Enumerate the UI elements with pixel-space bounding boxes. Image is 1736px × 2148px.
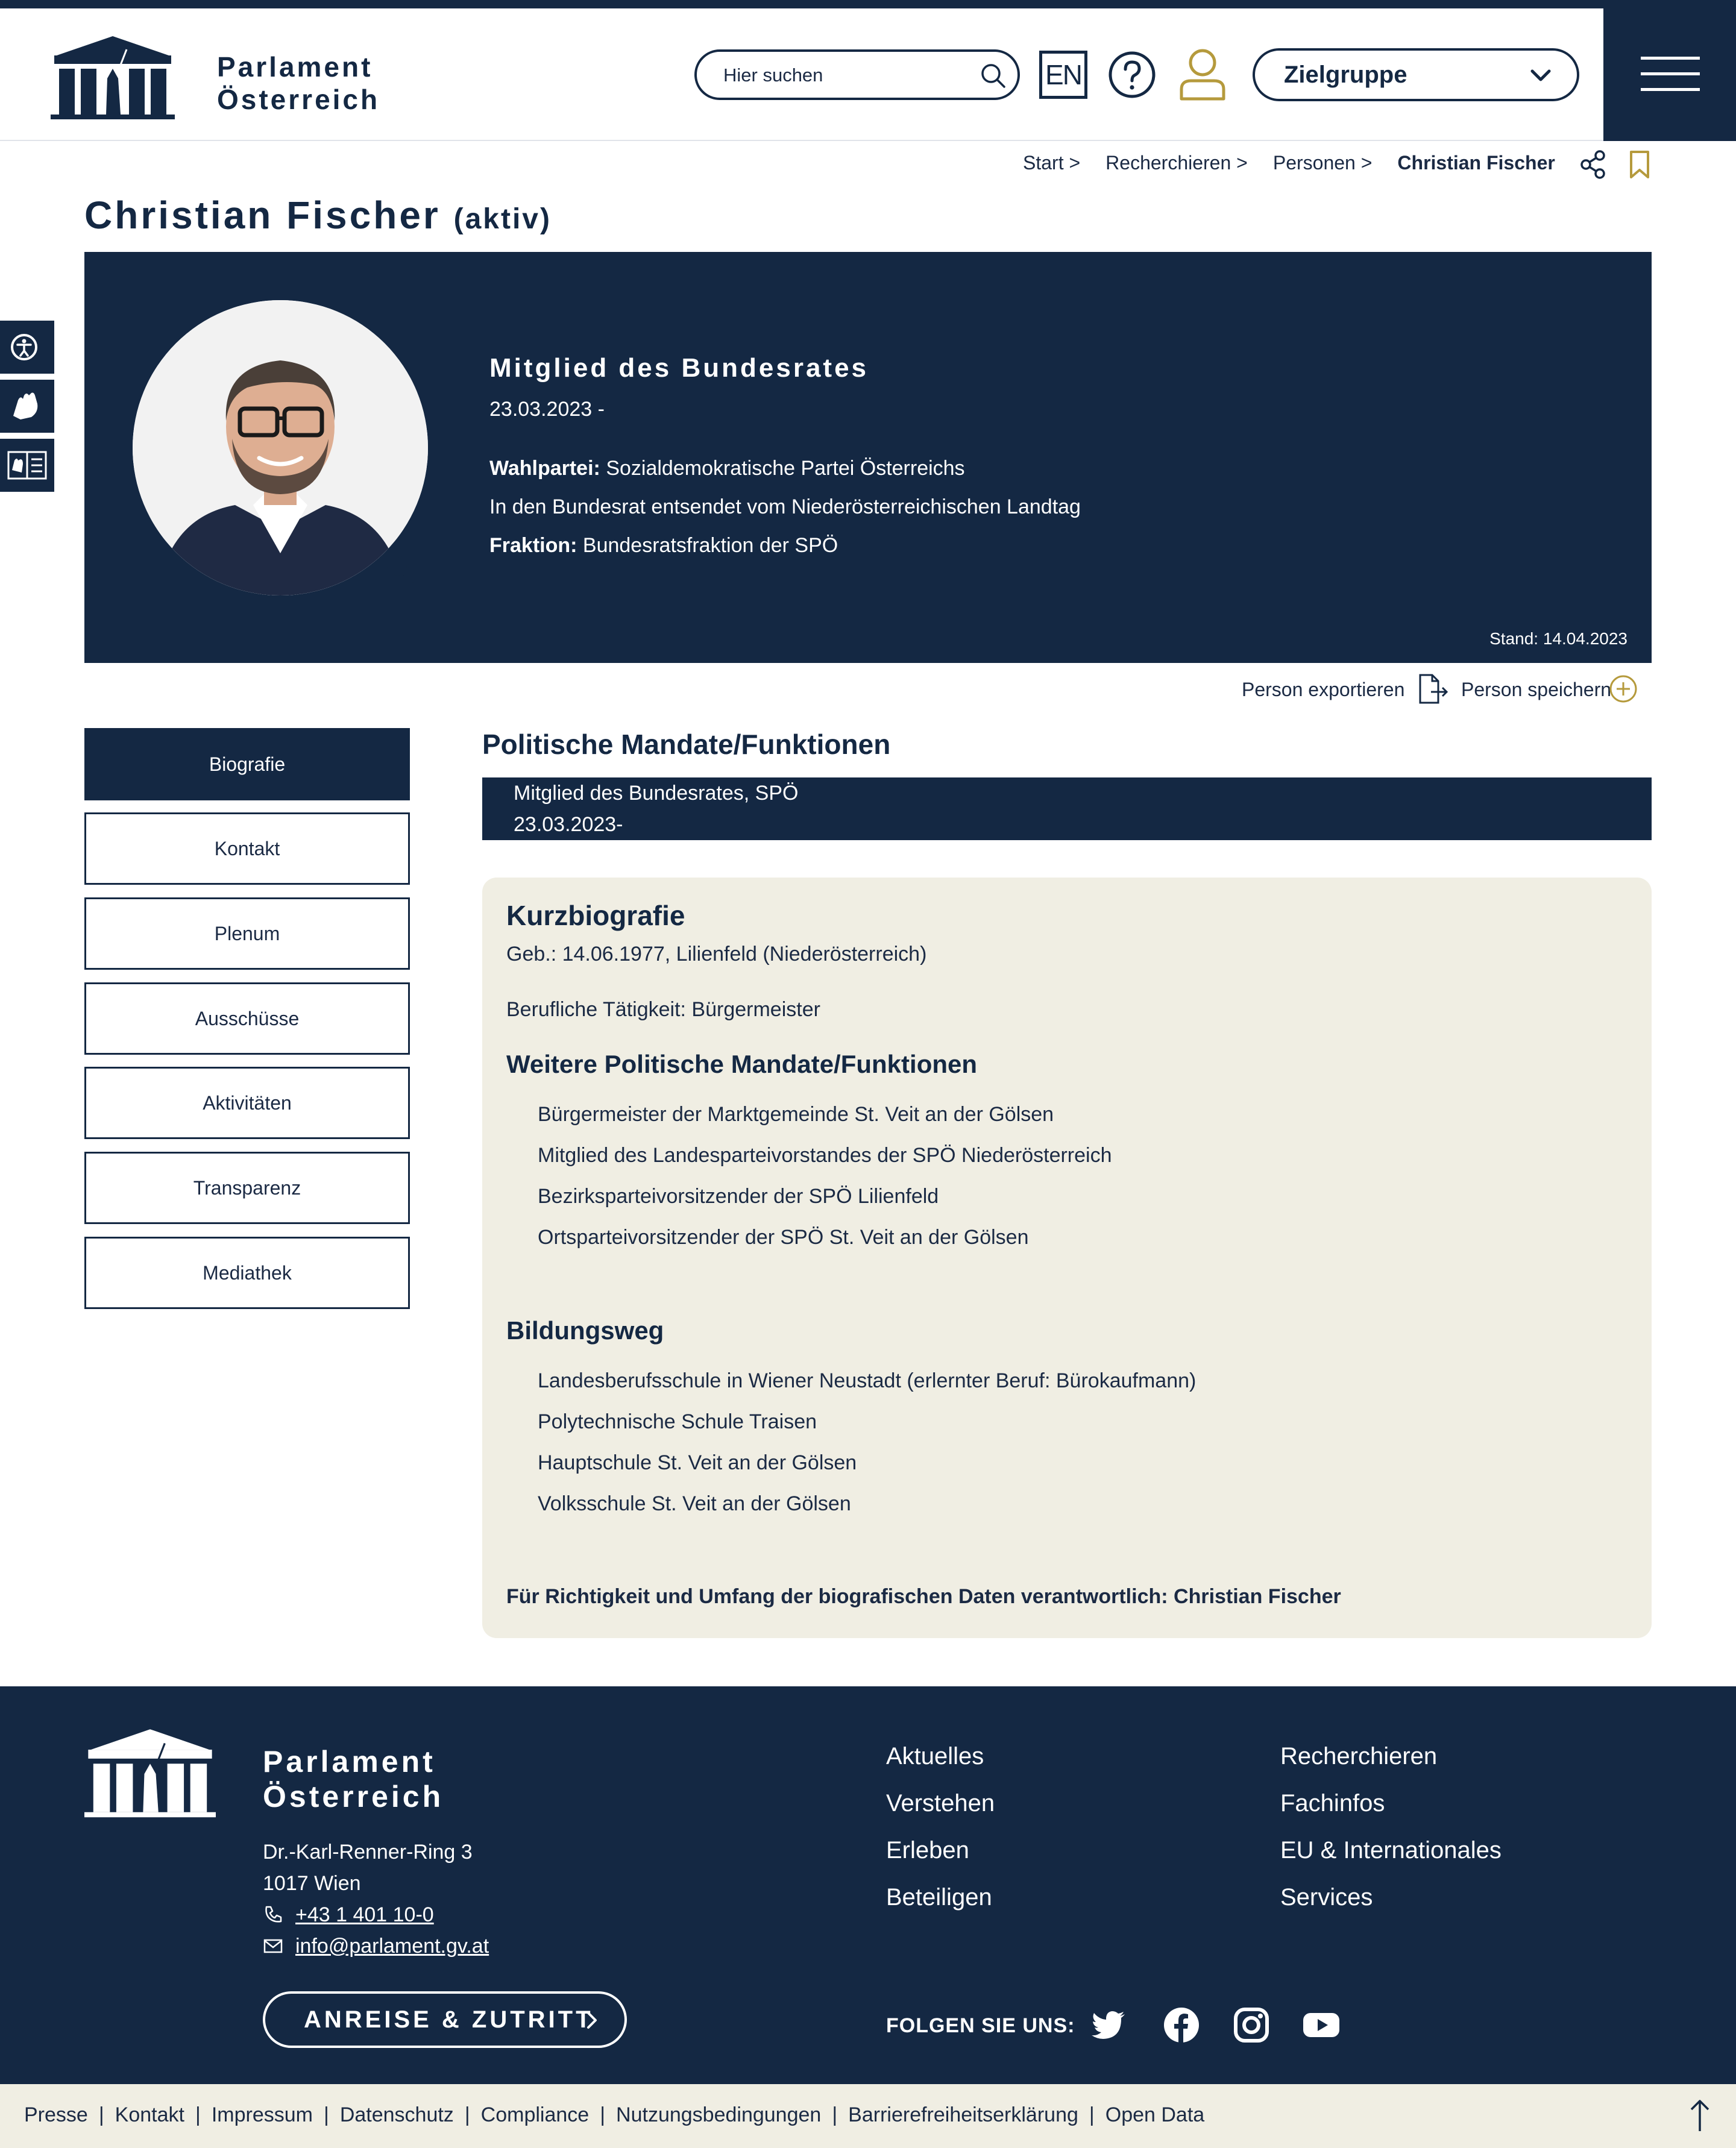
link-open-data[interactable]: Open Data <box>1105 2103 1205 2126</box>
separator: | <box>832 2103 838 2126</box>
menu-line-icon <box>1641 57 1700 60</box>
bio-responsibility-note: Für Richtigkeit und Umfang der biografischen Daten verantwortlich: Christian Fischer <box>506 1585 1341 1608</box>
sent-by-line: In den Bundesrat entsendet vom Niederösterreichischen Landtag <box>489 495 1081 518</box>
hamburger-menu-button[interactable] <box>1603 8 1736 141</box>
role-date: 23.03.2023 - <box>489 398 605 421</box>
zoom-in-icon[interactable] <box>385 553 416 585</box>
list-item: Polytechnische Schule Traisen <box>538 1410 817 1433</box>
add-circle-icon[interactable] <box>1608 674 1638 704</box>
link-compliance[interactable]: Compliance <box>480 2103 590 2126</box>
menu-line-icon <box>1641 88 1700 91</box>
breadcrumb-start[interactable]: Start > <box>1023 152 1081 174</box>
mail-icon <box>263 1936 283 1956</box>
party-label: Wahlpartei: <box>489 457 600 480</box>
person-hero <box>84 252 1652 663</box>
list-item: Bezirksparteivorsitzender der SPÖ Lilienfeld <box>538 1185 939 1208</box>
footer-parliament-logo[interactable] <box>84 1722 216 1819</box>
email-link[interactable]: info@parlament.gv.at <box>295 1935 489 1958</box>
bio-profession: Berufliche Tätigkeit: Bürgermeister <box>506 998 820 1021</box>
footer-nav-eu-internationales[interactable]: EU & Internationales <box>1280 1837 1502 1864</box>
tab-kontakt[interactable]: Kontakt <box>84 812 410 885</box>
footer-logo-line-1: Parlament <box>263 1745 436 1779</box>
link-presse[interactable]: Presse <box>24 2103 88 2126</box>
education-heading: Bildungsweg <box>506 1316 664 1345</box>
sign-language-icon <box>0 380 54 433</box>
share-icon[interactable] <box>1579 149 1607 180</box>
address-street: Dr.-Karl-Renner-Ring 3 <box>263 1841 473 1864</box>
footer-nav-recherchieren[interactable]: Recherchieren <box>1280 1743 1438 1770</box>
list-item: Ortsparteivorsitzender der SPÖ St. Veit an der Gölsen <box>538 1226 1029 1249</box>
instagram-icon[interactable] <box>1232 2006 1271 2044</box>
email-link-wrap <box>295 1935 489 1958</box>
footer-nav-aktuelles[interactable]: Aktuelles <box>886 1743 984 1770</box>
page-title <box>84 193 552 237</box>
party-line <box>489 457 965 480</box>
list-item: Bürgermeister der Marktgemeinde St. Veit an der Gölsen <box>538 1103 1054 1126</box>
link-barrierefreiheit[interactable]: Barrierefreiheitserklärung <box>848 2103 1078 2126</box>
footer-nav-fachinfos[interactable]: Fachinfos <box>1280 1790 1385 1817</box>
separator: | <box>195 2103 201 2126</box>
sign-language-tab[interactable] <box>0 380 54 433</box>
arrow-up-icon[interactable] <box>1687 2097 1713 2134</box>
easy-language-icon <box>0 439 54 492</box>
mandate-title: Mitglied des Bundesrates, SPÖ <box>514 782 799 805</box>
separator: | <box>600 2103 606 2126</box>
logo-line-1: Parlament <box>217 51 373 83</box>
link-nutzungsbedingungen[interactable]: Nutzungsbedingungen <box>616 2103 822 2126</box>
bookmark-icon[interactable] <box>1628 149 1652 181</box>
faction-line <box>489 534 838 557</box>
save-person-link[interactable]: Person speichern <box>1461 679 1612 700</box>
party-value: Sozialdemokratische Partei Österreichs <box>606 457 965 480</box>
tab-plenum[interactable]: Plenum <box>84 897 410 970</box>
arrival-access-button[interactable] <box>263 1991 627 2048</box>
twitter-icon[interactable] <box>1090 2006 1128 2044</box>
search-box[interactable] <box>694 49 1020 100</box>
phone-link[interactable]: +43 1 401 10-0 <box>295 1903 434 1926</box>
mandates-heading: Politische Mandate/Funktionen <box>482 729 891 760</box>
tab-transparenz[interactable]: Transparenz <box>84 1152 410 1224</box>
export-person-link[interactable]: Person exportieren <box>1242 679 1405 700</box>
breadcrumb-personen[interactable]: Personen > <box>1272 152 1373 174</box>
list-item: Volksschule St. Veit an der Gölsen <box>538 1492 851 1515</box>
short-biography-card <box>482 878 1652 1638</box>
chevron-down-icon <box>1529 65 1553 87</box>
tab-mediathek[interactable]: Mediathek <box>84 1237 410 1309</box>
accessibility-tab[interactable] <box>0 321 54 374</box>
easy-language-tab[interactable] <box>0 439 54 492</box>
data-timestamp: Stand: 14.04.2023 <box>1489 629 1628 648</box>
phone-icon <box>263 1905 283 1925</box>
logo-line-2: Österreich <box>217 84 380 115</box>
separator: | <box>1089 2103 1095 2126</box>
person-portrait[interactable] <box>133 300 428 595</box>
follow-us-label: FOLGEN SIE UNS: <box>886 2014 1075 2037</box>
chevron-right-icon <box>583 2011 600 2030</box>
bio-heading: Kurzbiografie <box>506 900 685 931</box>
facebook-icon[interactable] <box>1162 2006 1201 2044</box>
footer-nav-erleben[interactable]: Erleben <box>886 1837 969 1864</box>
role-title: Mitglied des Bundesrates <box>489 353 869 383</box>
breadcrumb-recherchieren[interactable]: Recherchieren > <box>1105 152 1248 174</box>
export-icon[interactable] <box>1415 673 1449 705</box>
tab-ausschuesse[interactable]: Ausschüsse <box>84 982 410 1055</box>
mandate-entry <box>482 777 1652 840</box>
list-item: Landesberufsschule in Wiener Neustadt (erlernter Beruf: Bürokaufmann) <box>538 1369 1197 1392</box>
tab-biografie[interactable]: Biografie <box>84 728 410 800</box>
breadcrumb-current: Christian Fischer <box>1397 152 1555 174</box>
bio-born: Geb.: 14.06.1977, Lilienfeld (Niederösterreich) <box>506 943 927 966</box>
top-strip <box>0 0 1736 8</box>
youtube-icon[interactable] <box>1302 2006 1341 2044</box>
arrival-label: ANREISE & ZUTRITT <box>304 2006 594 2033</box>
footer-nav-services[interactable]: Services <box>1280 1884 1373 1911</box>
portrait-image <box>133 300 428 595</box>
person-status: (aktiv) <box>453 203 552 235</box>
parliament-logo[interactable] <box>51 31 175 119</box>
list-item: Hauptschule St. Veit an der Gölsen <box>538 1451 857 1474</box>
footer-logo-line-2: Österreich <box>263 1780 444 1814</box>
person-name: Christian Fischer <box>84 193 441 237</box>
search-icon[interactable] <box>978 60 1009 92</box>
language-switch-button[interactable]: EN <box>1039 51 1087 99</box>
mandate-date: 23.03.2023- <box>514 813 623 836</box>
separator: | <box>323 2103 329 2126</box>
faction-value[interactable]: Bundesratsfraktion der SPÖ <box>582 534 838 557</box>
target-group-select[interactable] <box>1253 48 1579 101</box>
link-kontakt[interactable]: Kontakt <box>115 2103 184 2126</box>
footer-nav-beteiligen[interactable]: Beteiligen <box>886 1884 992 1911</box>
legal-links-bar <box>0 2084 1736 2148</box>
other-mandates-heading: Weitere Politische Mandate/Funktionen <box>506 1050 978 1078</box>
accessibility-icon <box>0 321 54 374</box>
logo-text[interactable] <box>217 51 380 116</box>
list-item: Mitglied des Landesparteivorstandes der SPÖ Niederösterreich <box>538 1144 1112 1167</box>
separator: | <box>464 2103 470 2126</box>
legal-links <box>24 2103 1204 2127</box>
phone-link-wrap <box>295 1903 434 1927</box>
site-footer <box>0 1686 1736 2084</box>
faction-label: Fraktion: <box>489 534 577 557</box>
footer-logo-text[interactable] <box>263 1744 444 1814</box>
link-datenschutz[interactable]: Datenschutz <box>339 2103 454 2126</box>
user-account-icon[interactable] <box>1178 47 1227 101</box>
footer-nav-verstehen[interactable]: Verstehen <box>886 1790 995 1817</box>
search-input[interactable] <box>723 63 958 88</box>
address-city: 1017 Wien <box>263 1872 361 1895</box>
breadcrumb <box>1023 152 1555 174</box>
help-icon[interactable] <box>1108 51 1156 99</box>
target-group-label: Zielgruppe <box>1284 61 1407 88</box>
separator: | <box>98 2103 104 2126</box>
menu-line-icon <box>1641 72 1700 75</box>
tab-aktivitaeten[interactable]: Aktivitäten <box>84 1067 410 1139</box>
link-impressum[interactable]: Impressum <box>211 2103 313 2126</box>
